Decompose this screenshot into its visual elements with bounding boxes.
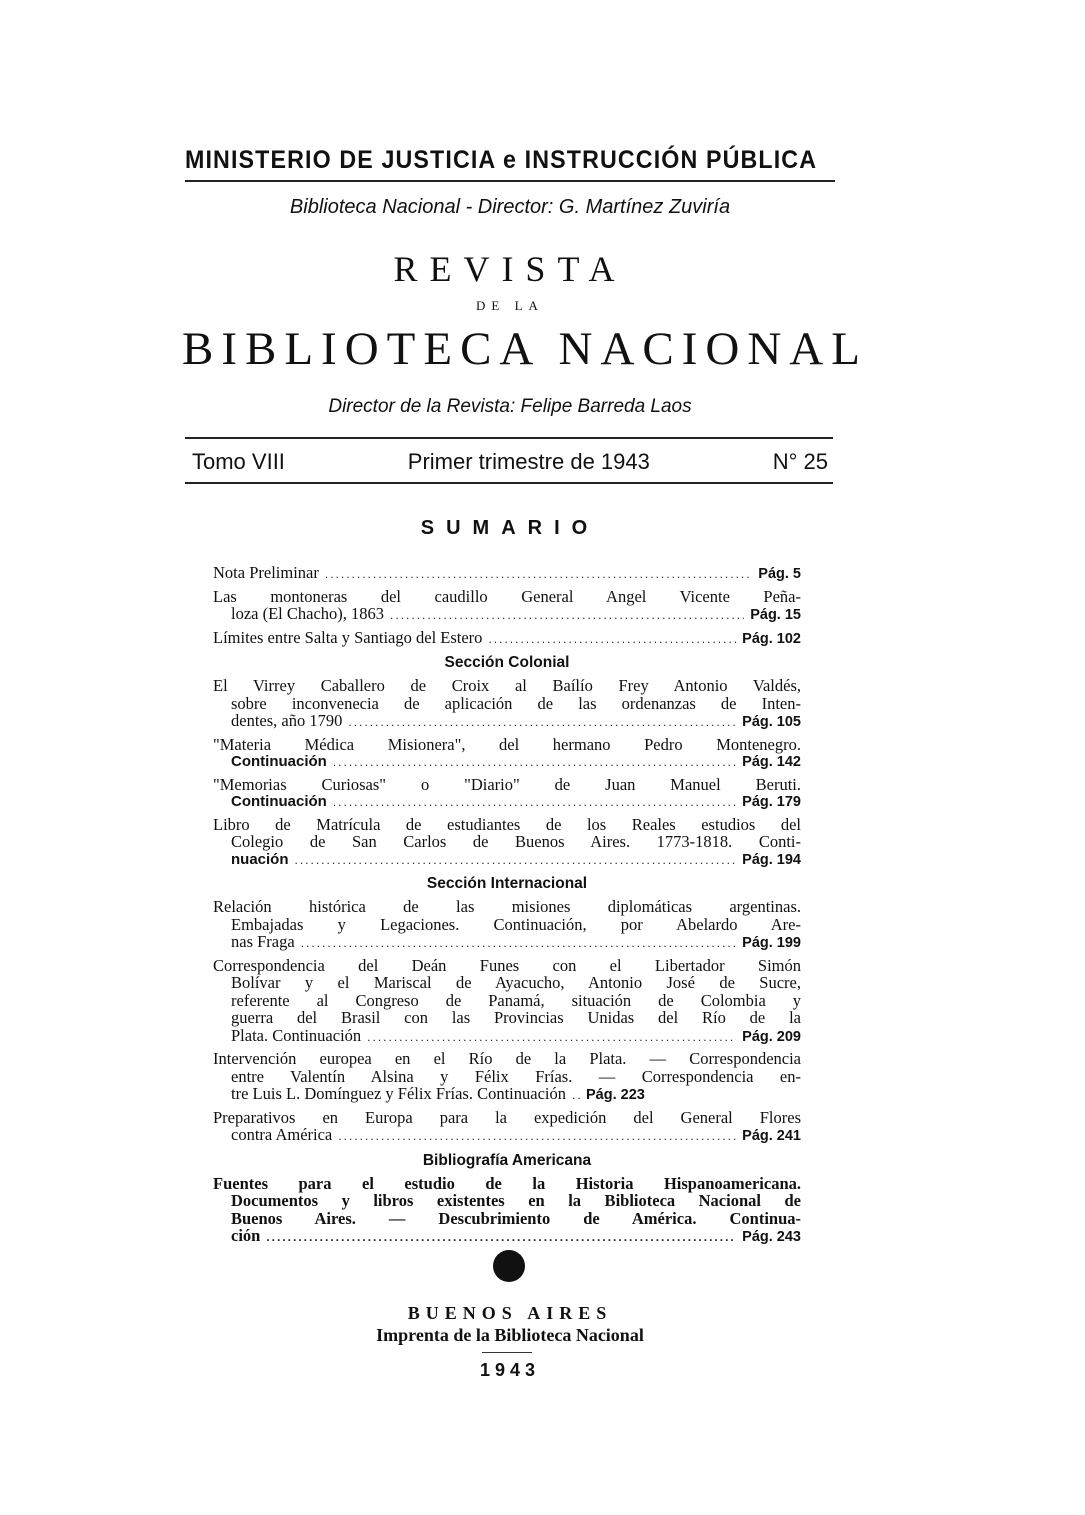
toc-entry xyxy=(213,816,801,870)
toc-entry-page: Pág. 105 xyxy=(742,714,801,730)
ministry-rule xyxy=(185,180,835,182)
toc-entry-text: "Memorias Curiosas" o "Diario" de Juan Manuel Beruti. xyxy=(213,774,801,794)
toc-entry xyxy=(213,957,801,1047)
ministry-heading: MINISTERIO DE JUSTICIA e INSTRUCCIÓN PÚBLICA xyxy=(185,146,818,174)
toc-entry xyxy=(213,736,801,772)
section-heading-bibliografia: Bibliografía Americana xyxy=(422,1151,592,1169)
toc-entry-text: Intervención europea en el Río de la Plata. — Correspondencia xyxy=(213,1049,801,1068)
library-director-line: Biblioteca Nacional - Director: G. Martínez Zuviría xyxy=(289,196,731,218)
toc-entry-text: guerra del Brasil con las Provincias Unidas del Río de la xyxy=(231,1008,801,1027)
section-heading-internacional: Sección Internacional xyxy=(426,875,588,892)
toc-entry xyxy=(213,629,801,649)
toc-entry-page: Pág. 142 xyxy=(742,754,801,770)
toc-entry-page: Pág. 194 xyxy=(742,851,801,868)
issue-rule-top xyxy=(185,437,833,439)
footer-rule xyxy=(482,1352,532,1353)
toc-entry-text: Plata. Continuación xyxy=(231,1025,362,1045)
toc-entry-text: Continuación xyxy=(231,793,327,810)
period-label: Primer trimestre de 1943 xyxy=(407,449,650,474)
toc-entry-text: referente al Congreso de Panamá, situación de Colombia y xyxy=(231,990,801,1010)
toc-entry-page: Pág. 223 xyxy=(586,1087,645,1103)
table-of-contents xyxy=(213,564,801,1251)
printer-name: Imprenta de la Biblioteca Nacional xyxy=(376,1325,644,1345)
toc-entry-page: Pág. 241 xyxy=(742,1128,801,1144)
toc-entry-text: Fuentes para el estudio de la Historia Hispanoamericana. xyxy=(213,1173,801,1193)
tomo-label: Tomo VIII xyxy=(192,449,285,474)
toc-entry-text: Embajadas y Legaciones. Continuación, por Abelardo Are- xyxy=(231,914,801,934)
toc-entry-text: Documentos y libros existentes en la Biblioteca Nacional de xyxy=(231,1191,801,1210)
toc-entry-text: Continuación xyxy=(231,753,327,770)
toc-entry-text: Correspondencia del Deán Funes con el Libertador Simón xyxy=(213,955,801,975)
publication-city: BUENOS AIRES xyxy=(407,1303,613,1323)
toc-entry-text: Colegio de San Carlos de Buenos Aires. 1773-1818. Conti- xyxy=(231,832,801,851)
toc-entry-text: nas Fraga xyxy=(231,932,295,951)
toc-entry xyxy=(213,898,801,953)
toc-entry-text: "Materia Médica Misionera", del hermano Pedro Montenegro. xyxy=(213,734,801,754)
publication-year: 1943 xyxy=(479,1360,541,1380)
toc-entry-text: Libro de Matrícula de estudiantes de los Reales estudios del xyxy=(213,814,801,834)
toc-entry-page: Pág. 15 xyxy=(750,607,801,623)
toc-entry-text: entre Valentín Alsina y Félix Frías. — Correspondencia en- xyxy=(231,1066,801,1086)
issue-number: N° 25 xyxy=(772,449,828,474)
issue-rule-bottom xyxy=(185,482,833,484)
toc-entry-text: Relación histórica de las misiones diplomáticas argentinas. xyxy=(213,897,801,916)
toc-entry-page: Pág. 199 xyxy=(742,935,801,951)
toc-entry-page: Pág. 209 xyxy=(742,1028,801,1045)
revista-heading: REVISTA xyxy=(393,249,627,289)
ornament-dot-icon xyxy=(493,1250,525,1282)
toc-entry-text: loza (El Chacho), 1863 xyxy=(231,604,385,623)
toc-entry xyxy=(213,1109,801,1146)
toc-entry-page: Pág. 243 xyxy=(742,1229,801,1245)
toc-entry xyxy=(213,564,801,584)
toc-entry-text: tre Luis L. Domínguez y Félix Frías. Continuación xyxy=(231,1084,566,1103)
toc-entry-text: Límites entre Salta y Santiago del Estero xyxy=(213,627,483,647)
toc-entry xyxy=(213,776,801,812)
toc-entry-text: sobre inconvenecia de aplicación de las ordenanzas de Inten- xyxy=(231,693,801,713)
toc-entry-text: El Virrey Caballero de Croix al Baílío Frey Antonio Valdés, xyxy=(213,676,801,695)
toc-entry-page: Pág. 102 xyxy=(742,630,801,647)
toc-entry-text: Nota Preliminar xyxy=(213,563,319,582)
de-la-heading: DE LA xyxy=(476,298,544,313)
toc-entry xyxy=(213,588,801,625)
toc-entry xyxy=(213,1175,801,1247)
toc-entry-text: contra América xyxy=(231,1125,333,1144)
revista-director-line: Director de la Revista: Felipe Barreda Laos xyxy=(328,396,692,417)
toc-entry-text: nuación xyxy=(231,850,289,868)
toc-entry-page: Pág. 5 xyxy=(758,566,801,582)
toc-entry-page: Pág. 179 xyxy=(742,794,801,810)
toc-entry-text: Preparativos en Europa para la expedición del General Flores xyxy=(213,1107,801,1127)
toc-entry-text: Las montoneras del caudillo General Angel Vicente Peña- xyxy=(213,586,801,606)
toc-entry xyxy=(213,677,801,732)
toc-entry-text: ción xyxy=(231,1226,261,1245)
journal-title: BIBLIOTECA NACIONAL xyxy=(182,323,868,375)
toc-entry xyxy=(213,1050,801,1105)
toc-entry-text: Bolívar y el Mariscal de Ayacucho, Antonio José de Sucre, xyxy=(231,973,801,992)
toc-entry-text: dentes, año 1790 xyxy=(231,711,343,730)
toc-entry-text: Buenos Aires. — Descubrimiento de América. Continua- xyxy=(231,1208,801,1228)
section-heading-colonial: Sección Colonial xyxy=(444,654,570,671)
issue-info-row xyxy=(192,449,828,475)
sumario-heading: SUMARIO xyxy=(420,517,600,539)
